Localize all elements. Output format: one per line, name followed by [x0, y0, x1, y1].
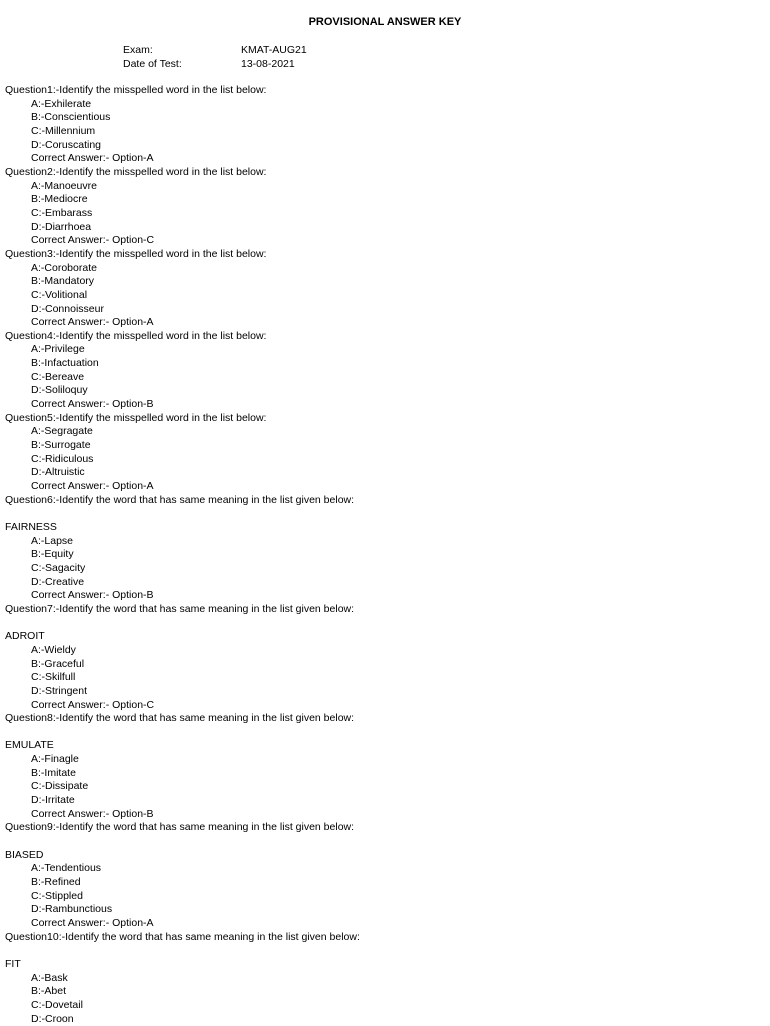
option-item: D:-Altruistic — [31, 466, 85, 479]
spacer — [5, 726, 770, 740]
option-item: D:-Irritate — [31, 794, 75, 807]
question-text: Question10:-Identify the word that has same meaning in the list given below: — [5, 930, 360, 943]
correct-answer: Correct Answer:- Option-B — [31, 398, 154, 411]
option-item: B:-Surrogate — [31, 439, 91, 452]
option-item: D:-Coruscating — [31, 138, 102, 151]
question-block — [5, 248, 770, 330]
option-item: C:-Ridiculous — [31, 452, 94, 465]
exam-info — [123, 44, 307, 71]
option-item: A:-Wieldy — [31, 643, 76, 656]
option-item: C:-Millennium — [31, 124, 96, 137]
option-item: C:-Dissipate — [31, 780, 89, 793]
question-block — [5, 821, 770, 930]
option-item: A:-Exhilerate — [31, 97, 92, 110]
question-block — [5, 84, 770, 166]
option-item: A:-Bask — [31, 971, 68, 984]
option-item: A:-Manoeuvre — [31, 179, 97, 192]
question-text: Question2:-Identify the misspelled word in the list below: — [5, 165, 267, 178]
correct-answer: Correct Answer:- Option-B — [31, 807, 154, 820]
option-item: C:-Sagacity — [31, 561, 86, 574]
option-item: D:-Creative — [31, 575, 85, 588]
question-text: Question7:-Identify the word that has same meaning in the list given below: — [5, 602, 355, 615]
option-item: B:-Conscientious — [31, 111, 111, 124]
question-block — [5, 494, 770, 603]
question-text: Question1:-Identify the misspelled word in the list below: — [5, 84, 267, 96]
spacer — [5, 944, 770, 958]
question-keyword: ADROIT — [5, 630, 45, 643]
question-block — [5, 931, 770, 1026]
option-item: B:-Graceful — [31, 657, 85, 670]
question-keyword: BIASED — [5, 848, 44, 861]
question-text: Question8:-Identify the word that has same meaning in the list given below: — [5, 712, 355, 725]
option-item: B:-Equity — [31, 548, 74, 561]
date-label: Date of Test: — [123, 57, 182, 70]
question-keyword: EMULATE — [5, 739, 54, 752]
option-item: A:-Segragate — [31, 425, 93, 438]
option-item: C:-Volitional — [31, 288, 88, 301]
question-keyword: FAIRNESS — [5, 520, 57, 533]
option-item: A:-Privilege — [31, 343, 85, 356]
correct-answer: Correct Answer:- Option-A — [31, 916, 154, 929]
option-item: D:-Croon — [31, 1012, 74, 1025]
option-item: B:-Refined — [31, 876, 81, 888]
correct-answer: Correct Answer:- Option-C — [31, 698, 155, 711]
option-item: B:-Mediocre — [31, 193, 88, 206]
question-block — [5, 712, 770, 821]
correct-answer: Correct Answer:- Option-A — [31, 480, 154, 493]
option-item: A:-Tendentious — [31, 862, 102, 875]
question-block — [5, 603, 770, 712]
spacer — [5, 507, 770, 521]
exam-row — [123, 44, 307, 58]
correct-answer: Correct Answer:- Option-A — [31, 152, 154, 165]
option-item: C:-Dovetail — [31, 998, 83, 1011]
date-value: 13-08-2021 — [241, 57, 295, 70]
option-item: D:-Soliloquy — [31, 384, 88, 397]
date-row — [123, 58, 307, 72]
option-item: C:-Stippled — [31, 889, 83, 902]
option-item: B:-Imitate — [31, 766, 76, 779]
question-block — [5, 412, 770, 494]
exam-label: Exam: — [123, 44, 153, 56]
question-block — [5, 166, 770, 248]
question-text: Question3:-Identify the misspelled word in the list below: — [5, 247, 267, 260]
question-text: Question5:-Identify the misspelled word in the list below: — [5, 411, 267, 424]
question-text: Question4:-Identify the misspelled word in the list below: — [5, 329, 267, 342]
spacer — [5, 617, 770, 631]
question-list — [5, 84, 770, 1026]
option-item: A:-Lapse — [31, 534, 74, 547]
option-item: C:-Embarass — [31, 206, 93, 219]
option-item: B:-Mandatory — [31, 275, 95, 288]
option-item: D:-Diarrhoea — [31, 220, 92, 233]
option-item: A:-Finagle — [31, 753, 79, 766]
spacer — [5, 835, 770, 849]
option-item: B:-Infactuation — [31, 357, 99, 370]
option-item: D:-Rambunctious — [31, 903, 113, 916]
option-item: B:-Abet — [31, 985, 67, 998]
question-text: Question9:-Identify the word that has same meaning in the list given below: — [5, 821, 355, 834]
question-keyword: FIT — [5, 957, 21, 970]
question-block — [5, 330, 770, 412]
correct-answer: Correct Answer:- Option-B — [31, 589, 154, 602]
option-item: A:-Coroborate — [31, 261, 97, 274]
question-text: Question6:-Identify the word that has same meaning in the list given below: — [5, 493, 355, 506]
correct-answer: Correct Answer:- Option-A — [31, 316, 154, 329]
page-title: PROVISIONAL ANSWER KEY — [308, 16, 462, 28]
correct-answer: Correct Answer:- Option-C — [31, 234, 155, 247]
exam-value: KMAT-AUG21 — [241, 44, 307, 56]
option-item: D:-Connoisseur — [31, 302, 104, 315]
option-item: C:-Bereave — [31, 370, 85, 383]
option-item: D:-Stringent — [31, 684, 88, 697]
option-item: C:-Skilfull — [31, 671, 76, 684]
